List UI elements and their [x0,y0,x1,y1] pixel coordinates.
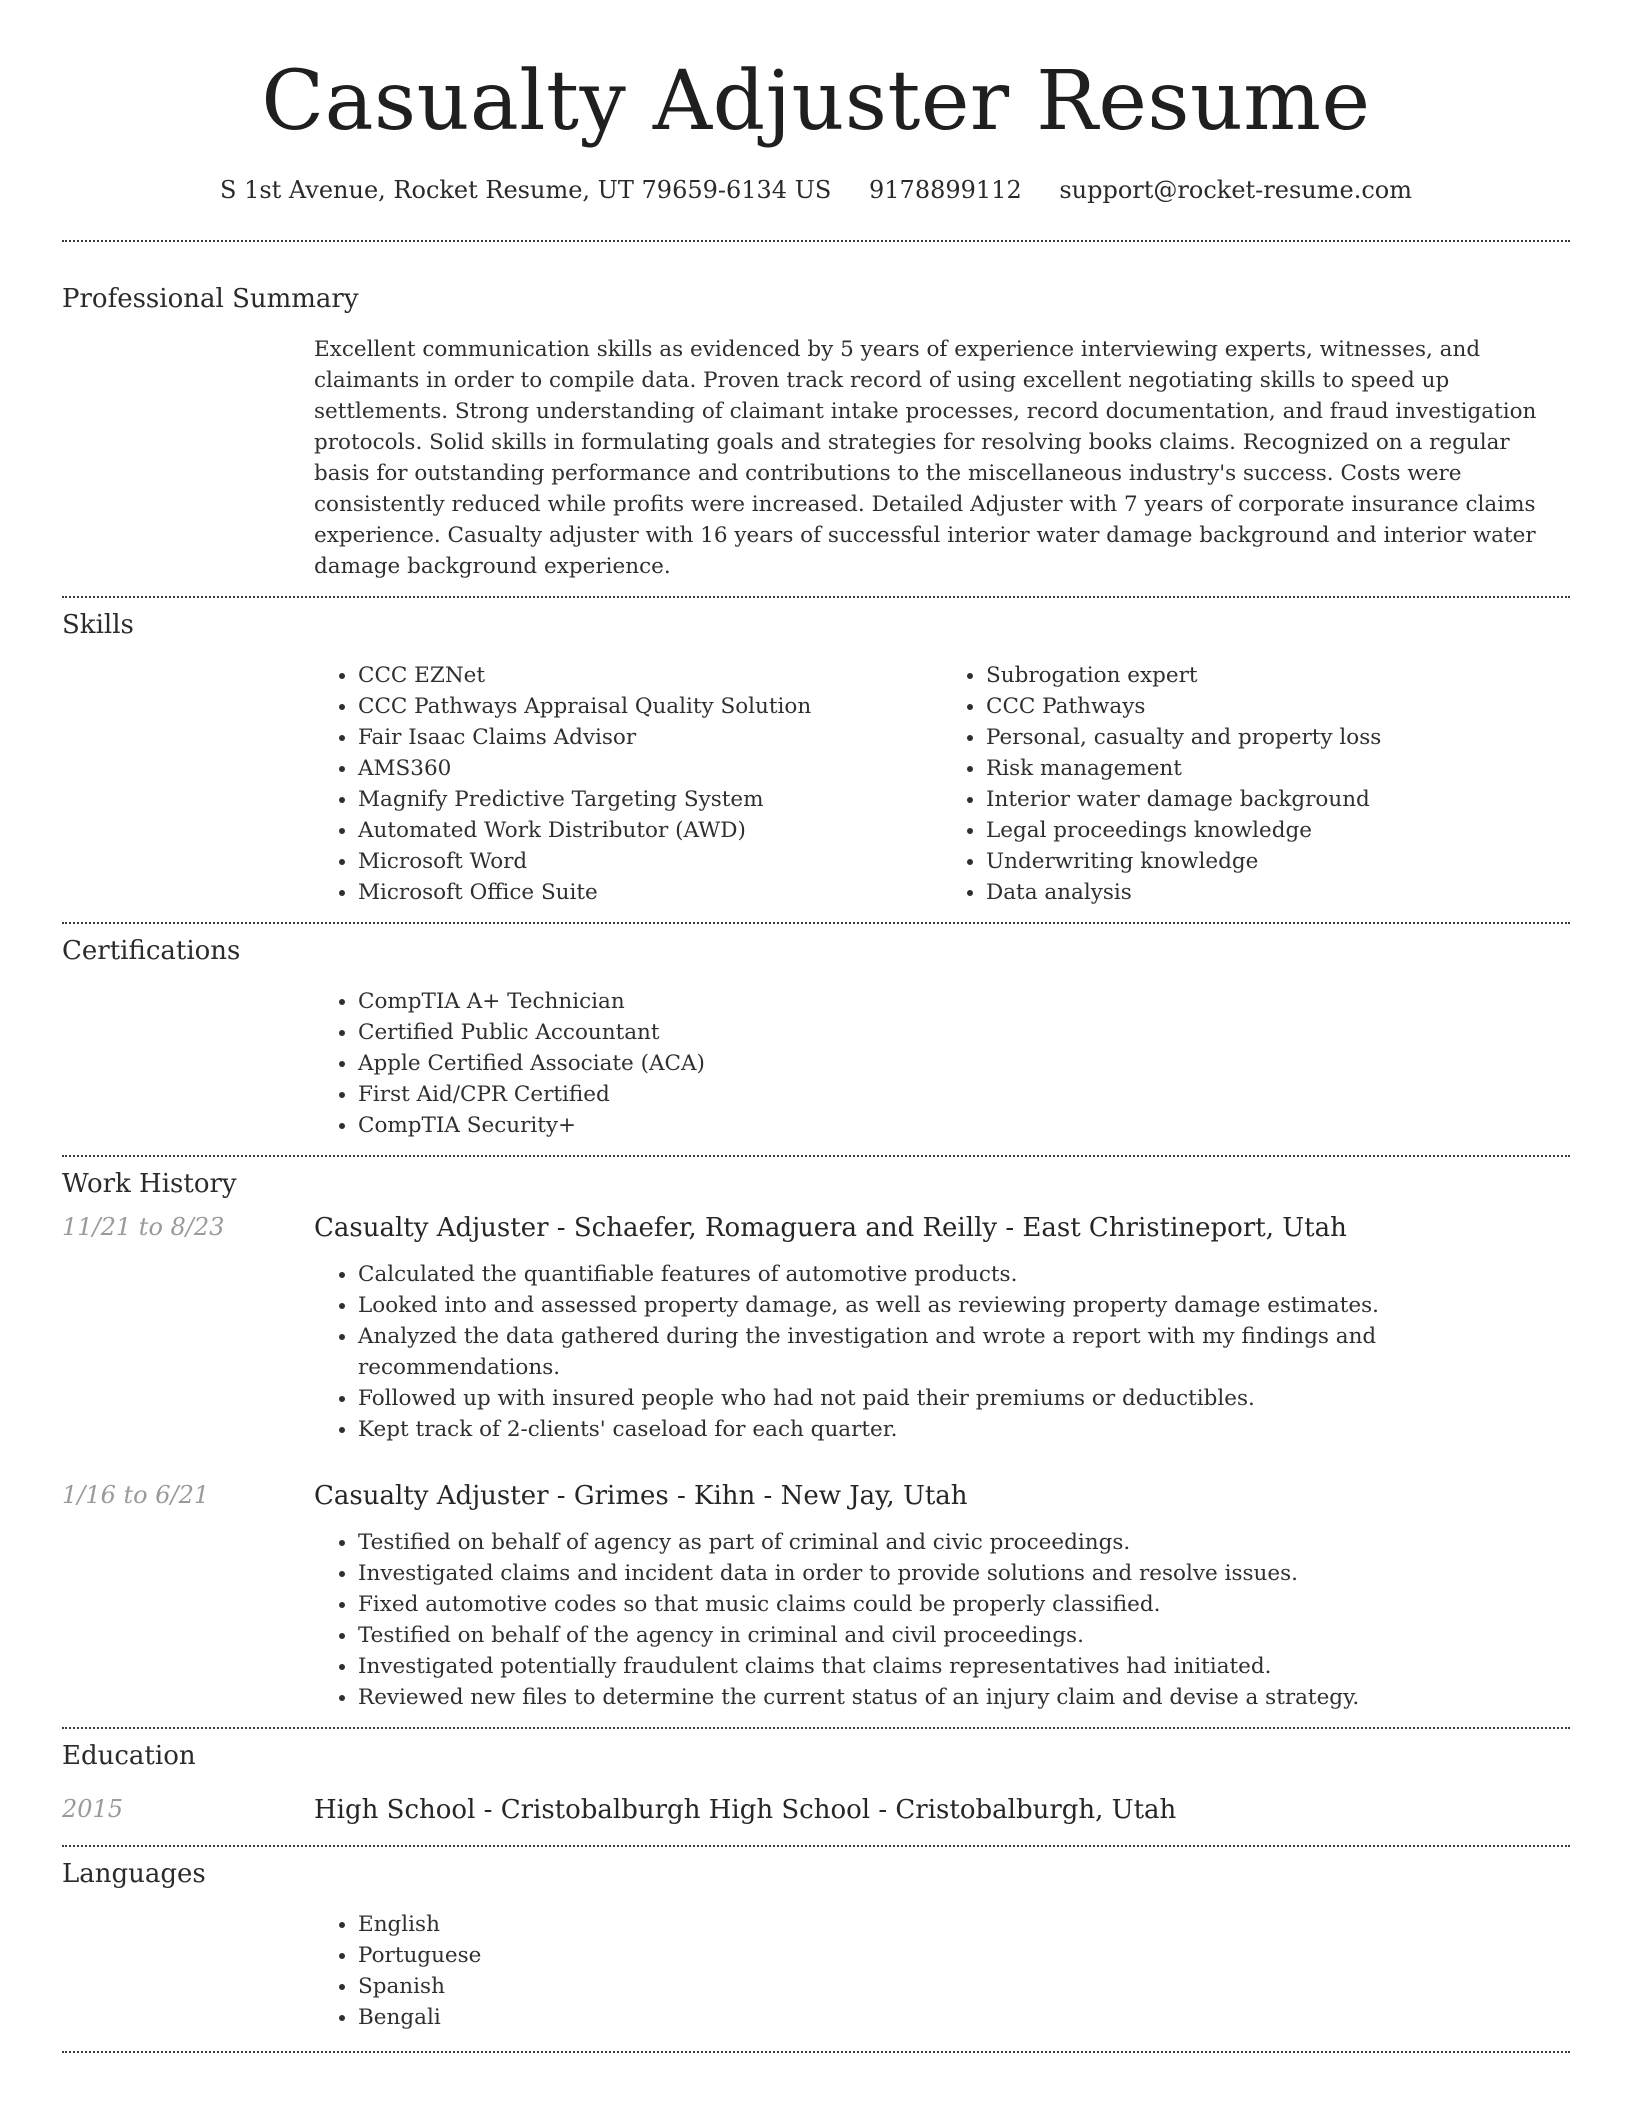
list-item: • Followed up with insured people who had not paid their premiums or deductibles. [358,1383,1570,1414]
job-dates: 11/21 to 8/23 [62,1213,225,1241]
certifications-section [62,934,1570,1141]
education-heading: Education [62,1741,196,1771]
certifications-content [314,986,1570,1141]
contact-email: support@rocket-resume.com [1059,176,1412,204]
list-item: • Investigated potentially fraudulent claims that claims representatives had initiated. [358,1651,1570,1682]
skills-list-right [942,660,1570,908]
skills-heading: Skills [62,610,134,640]
skills-columns [314,660,1570,908]
job-dates: 1/16 to 6/21 [62,1481,210,1509]
list-item: • English [358,1909,1570,1940]
list-item: • AMS360 [358,753,942,784]
list-item: • Automated Work Distributor (AWD) [358,815,942,846]
list-item: • Risk management [986,753,1570,784]
education-section [62,1739,1570,1827]
contact-info [62,174,1570,206]
list-item: • Portuguese [358,1940,1570,1971]
certifications-heading: Certifications [62,936,241,966]
list-item: • Testified on behalf of agency as part of criminal and civic proceedings. [358,1527,1570,1558]
summary-section [62,282,1570,582]
list-item: • Reviewed new files to determine the current status of an injury claim and devise a strategy. [358,1682,1570,1713]
job-bullets [314,1527,1570,1713]
work-history-section [62,1167,1570,1713]
list-item: • Legal proceedings knowledge [986,815,1570,846]
list-item: • CompTIA A+ Technician [358,986,1570,1017]
languages-heading: Languages [62,1859,206,1889]
list-item: • Personal, casualty and property loss [986,722,1570,753]
skills-list-left [314,660,942,908]
divider [62,1155,1570,1157]
list-item: • Subrogation expert [986,660,1570,691]
contact-address: S 1st Avenue, Rocket Resume, UT 79659-6134 US [220,176,832,204]
divider [62,2051,1570,2053]
contact-phone: 9178899112 [869,176,1022,204]
job-body [314,1479,1570,1713]
job-title: Casualty Adjuster - Grimes - Kihn - New Jay, Utah [314,1481,968,1511]
job-entry [62,1479,1570,1713]
divider [62,922,1570,924]
list-item: • Analyzed the data gathered during the investigation and wrote a report with my findings and recommendations. [358,1321,1570,1383]
certifications-list [314,986,1570,1141]
skills-section [62,608,1570,908]
education-date: 2015 [62,1795,124,1823]
list-item: • Testified on behalf of the agency in criminal and civil proceedings. [358,1620,1570,1651]
work-history-heading: Work History [62,1169,237,1199]
list-item: • Fair Isaac Claims Advisor [358,722,942,753]
languages-list [314,1909,1570,2033]
list-item: • Data analysis [986,877,1570,908]
divider [62,1845,1570,1847]
education-title: High School - Cristobalburgh High School - Cristobalburgh, Utah [314,1795,1177,1825]
list-item: • Microsoft Word [358,846,942,877]
list-item: • First Aid/CPR Certified [358,1079,1570,1110]
divider [62,596,1570,598]
list-item: • Calculated the quantifiable features of automotive products. [358,1259,1570,1290]
list-item: • Magnify Predictive Targeting System [358,784,942,815]
list-item: • Underwriting knowledge [986,846,1570,877]
list-item: • Kept track of 2-clients' caseload for each quarter. [358,1414,1570,1445]
list-item: • CCC Pathways Appraisal Quality Solution [358,691,942,722]
list-item: • CCC Pathways [986,691,1570,722]
job-entry [62,1211,1570,1445]
list-item: • Bengali [358,2002,1570,2033]
list-item: • Fixed automotive codes so that music claims could be properly classified. [358,1589,1570,1620]
job-body [314,1211,1570,1445]
list-item: • CompTIA Security+ [358,1110,1570,1141]
list-item: • Microsoft Office Suite [358,877,942,908]
list-item: • CCC EZNet [358,660,942,691]
summary-text: Excellent communication skills as evidenced by 5 years of experience interviewing experts, witnesses, and claimants in order to compile data. Proven track record of using excellent negotiating skills to speed up settlements. Strong understanding of claimant intake processes, record documentation, and fraud investigation protocols. Solid skills in formulating goals and strategies for resolving books claims. Recognized on a regular basis for outstanding performance and contributions to the miscellaneous industry's success. Costs were consistently reduced while profits were increased. Detailed Adjuster with 7 years of corporate insurance claims experience. Casualty adjuster with 16 years of successful interior water damage background and interior water damage background experience. [314,337,1537,579]
divider [62,240,1570,242]
resume-title: Casualty Adjuster Resume [261,54,1371,149]
education-entry [62,1793,1570,1827]
languages-content [314,1909,1570,2033]
list-item: • Looked into and assessed property damage, as well as reviewing property damage estimates. [358,1290,1570,1321]
divider [62,1727,1570,1729]
list-item: • Spanish [358,1971,1570,2002]
list-item: • Investigated claims and incident data in order to provide solutions and resolve issues. [358,1558,1570,1589]
list-item: • Interior water damage background [986,784,1570,815]
list-item: • Apple Certified Associate (ACA) [358,1048,1570,1079]
summary-content [314,334,1570,582]
job-title: Casualty Adjuster - Schaefer, Romaguera and Reilly - East Christineport, Utah [314,1213,1347,1243]
list-item: • Certified Public Accountant [358,1017,1570,1048]
job-bullets [314,1259,1570,1445]
summary-heading: Professional Summary [62,284,359,314]
languages-section [62,1857,1570,2033]
